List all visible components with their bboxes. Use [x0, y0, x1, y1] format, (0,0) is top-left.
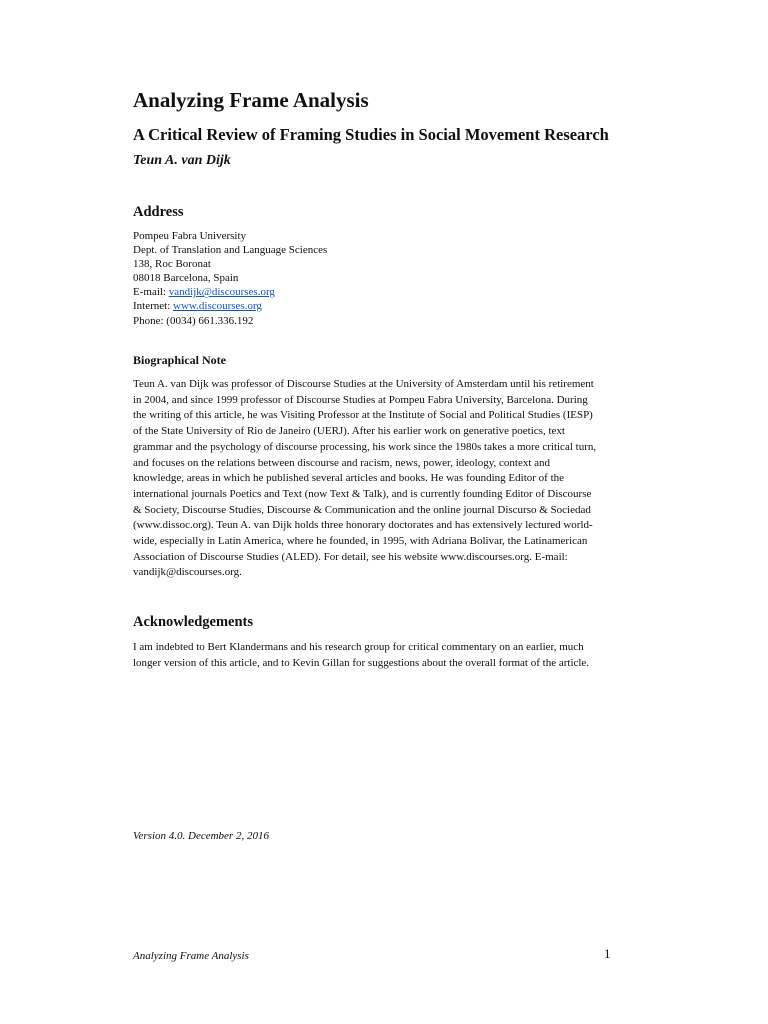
- address-department: Dept. of Translation and Language Sciences: [133, 244, 328, 257]
- address-city: 08018 Barcelona, Spain: [133, 272, 239, 285]
- bio-line: & Society, Discourse Studies, Discourse & Communication and the online journal Discurso & Sociedad: [133, 503, 591, 516]
- footer-running-title: Analyzing Frame Analysis: [133, 950, 249, 962]
- author-name: Teun A. van Dijk: [133, 153, 231, 168]
- acknowledgements-line: I am indebted to Bert Klandermans and his research group for critical commentary on an earlier, much: [133, 641, 584, 653]
- address-internet-line: [133, 299, 633, 313]
- address-street: 138, Roc Boronat: [133, 258, 211, 271]
- acknowledgements-paragraph: [133, 640, 633, 671]
- document-title: Analyzing Frame Analysis: [133, 88, 369, 112]
- bio-line: the writing of this article, he was Visiting Professor at the Institute of Social and Political Studies (IESP): [133, 409, 593, 422]
- address-heading: Address: [133, 204, 184, 220]
- bio-line: knowledge, areas in which he published several articles and books. He was founding Editor of the: [133, 472, 565, 485]
- bio-line: vandijk@discourses.org.: [133, 566, 242, 579]
- bio-line: international journals Poetics and Text (now Text & Talk), and is currently founding Editor of Discourse: [133, 487, 592, 500]
- bio-line: (www.dissoc.org). Teun A. van Dijk holds three honorary doctorates and has extensively lectured world-: [133, 519, 593, 532]
- address-block: [133, 229, 633, 328]
- bio-line: in 2004, and since 1999 professor of Discourse Studies at Pompeu Fabra University, Barcelona. During: [133, 393, 588, 406]
- acknowledgements-line: longer version of this article, and to Kevin Gillan for suggestions about the overall format of the article.: [133, 656, 590, 669]
- bio-paragraph: [133, 377, 633, 581]
- bio-line: and focuses on the relations between discourse and racism, news, power, ideology, context and: [133, 456, 551, 469]
- bio-line: of the State University of Rio de Janeiro (UERJ). After his earlier work on generative poetics, text: [133, 425, 565, 438]
- acknowledgements-heading: Acknowledgements: [133, 614, 254, 630]
- document-subtitle: A Critical Review of Framing Studies in Social Movement Research: [133, 125, 609, 144]
- bio-line: wide, especially in Latin America, where he founded, in 1995, with Adriana Bolivar, the Latinamerican: [133, 535, 588, 548]
- address-email-line: [133, 285, 633, 299]
- email-link[interactable]: vandijk@discourses.org: [168, 286, 275, 299]
- bio-line: Association of Discourse Studies (ALED). For detail, see his website www.discourses.org. E-mail:: [133, 550, 568, 563]
- bio-line: Teun A. van Dijk was professor of Discourse Studies at the University of Amsterdam until his retirement: [133, 378, 594, 390]
- address-phone: Phone: (0034) 661.336.192: [133, 314, 254, 327]
- address-university: Pompeu Fabra University: [133, 230, 247, 242]
- email-label: E-mail:: [133, 286, 169, 299]
- website-link[interactable]: www.discourses.org: [173, 300, 262, 313]
- internet-label: Internet:: [133, 300, 174, 313]
- version-note: Version 4.0. December 2, 2016: [133, 830, 269, 842]
- bio-heading: Biographical Note: [133, 353, 226, 367]
- page-number: 1: [604, 946, 611, 961]
- bio-line: grammar and the psychology of discourse processing, his work since the 1980s takes a more critical turn,: [133, 440, 597, 453]
